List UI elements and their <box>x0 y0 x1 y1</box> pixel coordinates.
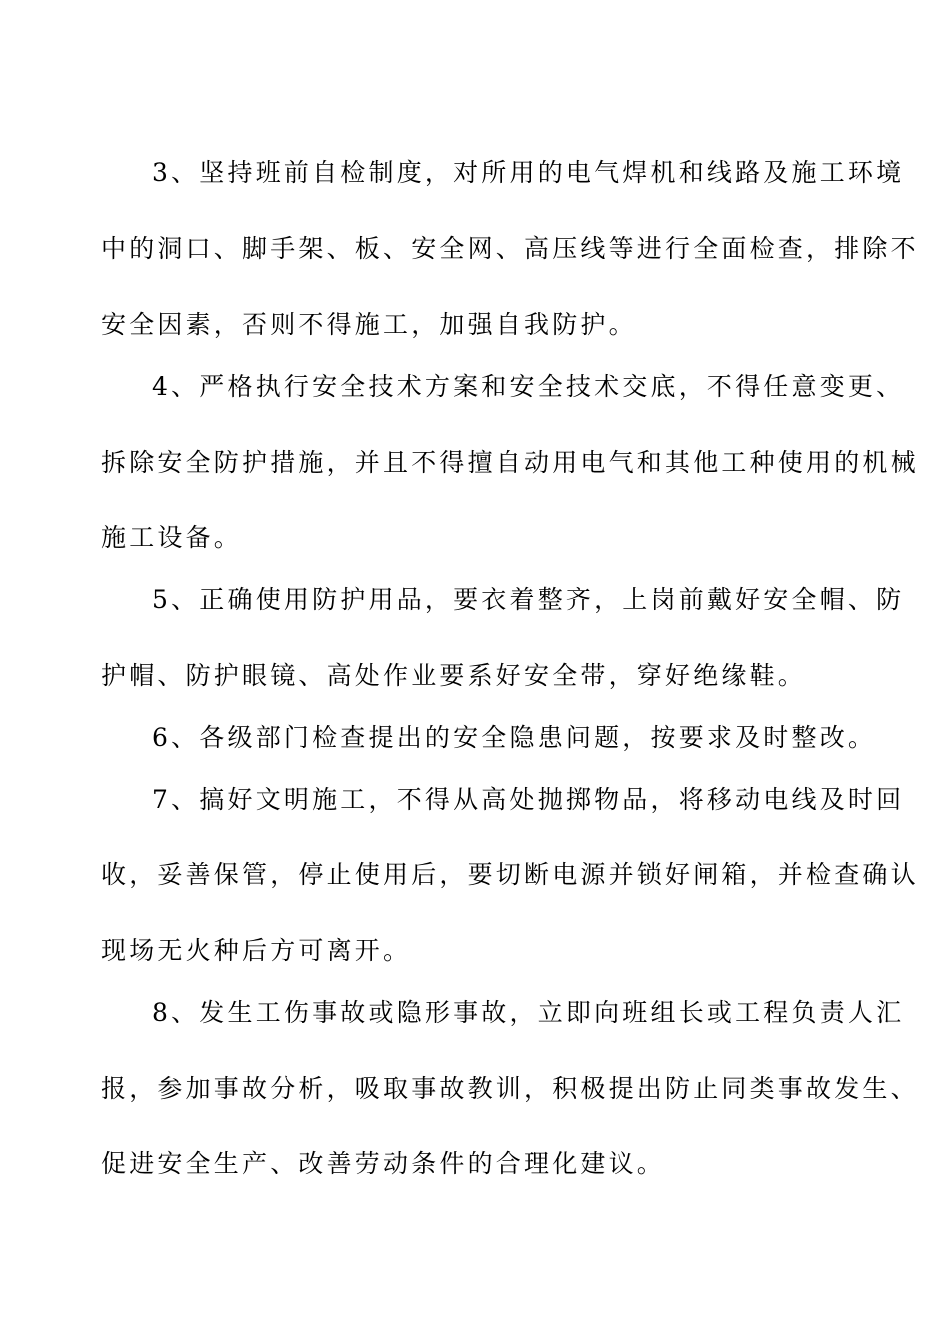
paragraph-line: 报，参加事故分析，吸取事故教训，积极提出防止同类事故发生、 <box>101 1074 919 1103</box>
paragraph-line: 7、搞好文明施工，不得从高处抛掷物品，将移动电线及时回 <box>152 785 905 814</box>
paragraph-line: 3、坚持班前自检制度，对所用的电气焊机和线路及施工环境 <box>152 158 905 187</box>
paragraph-line: 4、严格执行安全技术方案和安全技术交底，不得任意变更、 <box>152 372 905 401</box>
paragraph-line: 安全因素，否则不得施工，加强自我防护。 <box>101 310 637 339</box>
paragraph-line: 拆除安全防护措施，并且不得擅自动用电气和其他工种使用的机械 <box>101 448 919 477</box>
paragraph-line: 收，妥善保管，停止使用后，要切断电源并锁好闸箱，并检查确认 <box>101 860 919 889</box>
paragraph-line: 中的洞口、脚手架、板、安全网、高压线等进行全面检查，排除不 <box>101 234 919 263</box>
paragraph-line: 6、各级部门检查提出的安全隐患问题，按要求及时整改。 <box>152 723 877 752</box>
paragraph-line: 施工设备。 <box>101 523 243 552</box>
paragraph-line: 促进安全生产、改善劳动条件的合理化建议。 <box>101 1149 666 1178</box>
paragraph-line: 护帽、防护眼镜、高处作业要系好安全带，穿好绝缘鞋。 <box>101 661 807 690</box>
paragraph-line: 现场无火种后方可离开。 <box>101 936 412 965</box>
paragraph-line: 5、正确使用防护用品，要衣着整齐，上岗前戴好安全帽、防 <box>152 585 905 614</box>
paragraph-line: 8、发生工伤事故或隐形事故，立即向班组长或工程负责人汇 <box>152 998 905 1027</box>
